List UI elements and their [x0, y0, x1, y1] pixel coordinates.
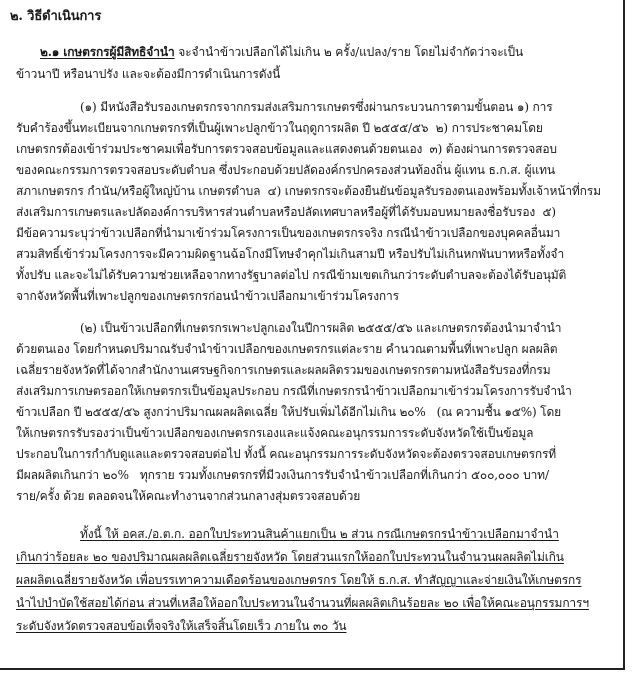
section-title: ๒. วิธีดำเนินการ — [10, 9, 102, 24]
para-3-line-2: เกินกว่าร้อยละ ๒๐ ของปริมาณผลผลิตเฉลี่ยรายจังหวัด โดยส่วนแรกให้ออกใบประทวนในจำนวนผลผลิตไม่เกิน — [16, 550, 564, 564]
para-1-line-5: สภาเกษตรกร กำนัน/หรือผู้ใหญ่บ้าน เกษตรตำบล ๔) เกษตรกรจะต้องยืนยันข้อมูลรับรองตนเองพร้อมทั้งเจ้าหน้าที่กรม — [16, 184, 601, 198]
para-3-line-3: ผลผลิตเฉลี่ยรายจังหวัด เพื่อบรรเทาความเดือดร้อนของเกษตรกร โดยให้ ธ.ก.ส. ทำสัญญาและจ่ายเงินให้เกษตรกร — [16, 573, 582, 587]
para-2-line-3: เฉลี่ยรายจังหวัดที่ได้จากสำนักงานเศรษฐกิจการเกษตรและผลผลิตรวมของเกษตรกรตามหนังสือรับรองที่กรม — [16, 363, 551, 377]
para-1-line-6: ส่งเสริมการเกษตรและปลัดองค์การบริหารส่วนตำบลหรือปลัดเทศบาลหรือผู้ที่ได้รับมอบหมายลงชื่อรับรอง ๕) — [16, 205, 556, 219]
para-2-line-5: ข้าวเปลือก ปี ๒๕๕๕/๕๖ สูงกว่าปริมาณผลผลิตเฉลี่ย ให้ปรับเพิ่มได้อีกไม่เกิน ๒๐% (ณ ความชื้น ๑๕%) โดย — [16, 405, 561, 419]
para-1-line-7: มีข้อความระบุว่าข้าวเปลือกที่นำมาเข้าร่วมโครงการเป็นของเกษตรกรจริง กรณีนำข้าวเปลือกของบุคคลอื่นมา — [16, 226, 561, 240]
para-1-line-1: (๑) มีหนังสือรับรองเกษตรกรจากกรมส่งเสริมการเกษตรซึ่งผ่านกระบวนการตามขั้นตอน ๑) การ — [80, 100, 553, 114]
para-1-line-9: ทั้งปรับ และจะไม่ได้รับความช่วยเหลือจากทางรัฐบาลต่อไป กรณีข้ามเขตเกินกว่าระดับตำบลจะต้องได้รับอนุมัติ — [16, 268, 567, 282]
para-1-line-3: เกษตรกรต้องเข้าร่วมประชาคมเพื่อรับการตรวจสอบข้อมูลและแสดงตนด้วยตนเอง ๓) ต้องผ่านการตรวจสอบ — [16, 142, 557, 156]
para-2-line-2: ด้วยตนเอง โดยกำหนดปริมาณรับจำนำข้าวเปลือกของเกษตรกรแต่ละราย คำนวณตามพื้นที่เพาะปลูก ผลผลิต — [16, 342, 558, 356]
clause-2-1-label: ๒.๑ เกษตรกรผู้มีสิทธิจำนำ — [40, 45, 175, 59]
clause-2-1-text: จะจำนำข้าวเปลือกได้ไม่เกิน ๒ ครั้ง/แปลง/ราย โดยไม่จำกัดว่าจะเป็น — [178, 45, 524, 59]
para-2-line-7: ประกอบในการกำกับดูแลและตรวจสอบต่อไป ทั้งนี้ คณะอนุกรรมการระดับจังหวัดจะต้องตรวจสอบเกษตรกรที่ — [16, 447, 557, 461]
para-3-line-1: ทั้งนี้ ให้ อคส./อ.ต.ก. ออกใบประทวนสินค้าแยกเป็น ๒ ส่วน กรณีเกษตรกรนำข้าวเปลือกมาจำนำ — [80, 527, 559, 541]
para-2-line-9: ราย/ครั้ง ด้วย ตลอดจนให้คณะทำงานจากส่วนกลางสุ่มตรวจสอบด้วย — [16, 489, 361, 503]
para-2-line-4: ส่งเสริมการเกษตรออกให้เกษตรกรเป็นข้อมูลประกอบ กรณีที่เกษตรกรนำข้าวเปลือกมาเข้าร่วมโครงการรับจำนำ — [16, 384, 572, 398]
para-2-line-1: (๒) เป็นข้าวเปลือกที่เกษตรกรเพาะปลูกเองในปีการผลิต ๒๕๕๕/๕๖ และเกษตรกรต้องนำมาจำนำ — [80, 321, 562, 335]
para-2-line-6: ให้เกษตรกรรับรองว่าเป็นข้าวเปลือกของเกษตรกรเองและแจ้งคณะอนุกรรมการระดับจังหวัดใช้เป็นข้อมูล — [16, 426, 534, 440]
clause-2-1-line-1 — [40, 44, 523, 60]
para-3-line-5: ระดับจังหวัดตรวจสอบข้อเท็จจริงให้เสร็จสิ้นโดยเร็ว ภายใน ๓๐ วัน — [16, 619, 347, 633]
para-3-line-4: นำไปบำบัดใช้สอยได้ก่อน ส่วนที่เหลือให้ออกใบประทวนในจำนวนที่ผลผลิตเกินร้อยละ ๒๐ เพื่อให้คณะอนุกรรมการฯ — [16, 596, 589, 610]
para-1-line-10: จากจังหวัดพื้นที่เพาะปลูกของเกษตรกรก่อนนำข้าวเปลือกมาเข้าร่วมโครงการ — [16, 289, 399, 303]
para-2-line-8: มีผลผลิตเกินกว่า ๒๐% ทุกราย รวมทั้งเกษตรกรที่มีวงเงินการรับจำนำข้าวเปลือกที่เกินกว่า ๕๐๐,๐๐๐ บาท/ — [16, 468, 549, 482]
clause-2-1-line-2: ข้าวนาปี หรือนาปรัง และจะต้องมีการดำเนินการดังนี้ — [16, 67, 281, 81]
para-1-line-8: สวมสิทธิ์เข้าร่วมโครงการจะมีความผิดฐานฉ้อโกงมีโทษจำคุกไม่เกินสามปี หรือปรับไม่เกินหกพันบาทหรือทั้งจำ — [16, 247, 565, 261]
para-1-line-2: รับคำร้องขึ้นทะเบียนจากเกษตรกรที่เป็นผู้เพาะปลูกข้าวในฤดูการผลิต ปี ๒๕๕๕/๕๖ ๒) การประชาคมโดย — [16, 121, 543, 135]
para-1-line-4: ของคณะกรรมการตรวจสอบระดับตำบล ซึ่งประกอบด้วยปลัดองค์กรปกครองส่วนท้องถิ่น ผู้แทน ธ.ก.ส. ผู้แทน — [16, 163, 555, 177]
